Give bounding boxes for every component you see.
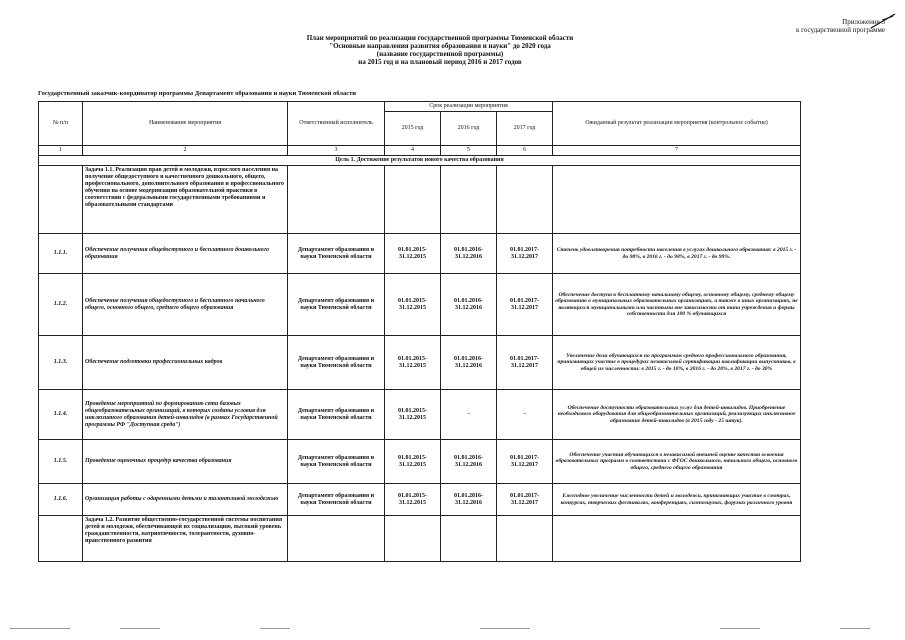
appendix-line-2: к государственной программе xyxy=(796,26,885,34)
header-name: Наименование мероприятия xyxy=(83,102,288,146)
row-2015: 01.01.2015-31.12.2015 xyxy=(385,234,441,274)
row-name: Проведение мероприятий по формированию сети базовых общеобразовательных организаций, в которых созданы условия для инклюзивного образования детей-инвалидов (в рамках Государственной программы РФ "Доступная среда") xyxy=(83,390,288,440)
events-table xyxy=(38,101,801,562)
row-2015: 01.01.2015-31.12.2015 xyxy=(385,484,441,516)
row-2015: 01.01.2015-31.12.2015 xyxy=(385,336,441,390)
row-executor: Департамент образования и науки Тюменской области xyxy=(288,336,385,390)
table-row xyxy=(39,234,801,274)
row-executor: Департамент образования и науки Тюменской области xyxy=(288,440,385,484)
row-num: 1.1.5. xyxy=(39,440,83,484)
row-result: Обеспечение доступности образовательных услуг для детей-инвалидов. Приобретение необходимого оборудования для общеобразовательных организаций, реализующих инклюзивное образование детей-инвалидов (в 2015 году - 25 штук). xyxy=(553,390,801,440)
row-name: Обеспечение получения общедоступного и бесплатного дошкольного образования xyxy=(83,234,288,274)
row-2016: 01.01.2016-31.12.2016 xyxy=(441,484,497,516)
row-name: Обеспечение получения общедоступного и бесплатного начального общего, основного общего, среднего общего образования xyxy=(83,274,288,336)
row-result: Увеличение доли обучающихся по программам среднего профессионального образования, принимающих участие в процедурах независимой сертификации квалификации выпускников, в общей их численности: в 2015 г. - до 10%, в 2016 г. - до 20%, в 2017 г. - до 30% xyxy=(553,336,801,390)
row-2017: - xyxy=(497,390,553,440)
row-result: Ежегодное увеличение численности детей и молодежи, принимающих участие в смотрах, конкурсах, творческих фестивалях, конференциях, симпозиумах, форумах различного уровня xyxy=(553,484,801,516)
appendix-line-1: Приложение 3 xyxy=(842,18,885,26)
row-2016: - xyxy=(441,390,497,440)
row-executor: Департамент образования и науки Тюменской области xyxy=(288,234,385,274)
document-title xyxy=(230,34,650,66)
state-customer: Государственный заказчик-координатор программы Департамент образования и науки Тюменской области xyxy=(38,90,357,97)
col-number: 1 xyxy=(39,146,83,156)
col-number: 3 xyxy=(288,146,385,156)
header-num: № п/п xyxy=(39,102,83,146)
header-2017: 2017 год xyxy=(497,112,553,146)
goal-row: Цель 1. Достижение результатов нового качества образования xyxy=(39,156,801,166)
scan-footer-artifacts xyxy=(0,620,905,636)
row-name: Проведение оценочных процедур качества образования xyxy=(83,440,288,484)
row-name: Организация работы с одаренными детьми и талантливой молодежью xyxy=(83,484,288,516)
row-name: Обеспечение подготовки профессиональных кадров xyxy=(83,336,288,390)
table-row xyxy=(39,390,801,440)
col-number: 5 xyxy=(441,146,497,156)
row-2015: 01.01.2015-31.12.2015 xyxy=(385,440,441,484)
row-num: 1.1.6. xyxy=(39,484,83,516)
row-num: 1.1.2. xyxy=(39,274,83,336)
title-line-3: (название государственной программы) xyxy=(376,50,504,58)
row-2015: 01.01.2015-31.12.2015 xyxy=(385,274,441,336)
row-2017: 01.01.2017-31.12.2017 xyxy=(497,234,553,274)
task-2-text: Задача 1.2. Развитие общественно-государственной системы воспитания детей и молодежи, обеспечивающей их социализацию, высокий уровень гражданственности, патриотичности, толерантности, духовно-нравственного развития xyxy=(83,516,288,562)
table-row xyxy=(39,484,801,516)
row-2016: 01.01.2016-31.12.2016 xyxy=(441,274,497,336)
row-num: 1.1.4. xyxy=(39,390,83,440)
row-result: Обеспечение участия обучающихся в независимой внешней оценке качества освоения образовательных программ в соответствии с ФГОС дошкольного, начального общего, основного общего, среднего общего образования xyxy=(553,440,801,484)
title-line-1: План мероприятий по реализации государственной программы Тюменской области xyxy=(306,34,574,42)
row-result: Обеспечение доступа к бесплатному начальному общему, основному общему, среднему общему образованию в муниципальных образовательных организациях, а также в иных организациях, не являющихся муниципальными или частными вне зависимости от типа учреждения и формы собственности для 100 % обучающихся xyxy=(553,274,801,336)
title-line-4: на 2015 год и на плановый период 2016 и 2017 годов xyxy=(358,58,522,66)
col-number: 4 xyxy=(385,146,441,156)
header-2016: 2016 год xyxy=(441,112,497,146)
row-result: Степень удовлетворения потребности населения в услугах дошкольного образования: в 2015 г. - до 98%, в 2016 г. - до 98%, в 2017 г. - до 99%. xyxy=(553,234,801,274)
header-result: Ожидаемый результат реализации мероприятия (контрольное событие) xyxy=(553,102,801,146)
row-2017: 01.01.2017-31.12.2017 xyxy=(497,484,553,516)
row-executor: Департамент образования и науки Тюменской области xyxy=(288,484,385,516)
row-2016: 01.01.2016-31.12.2016 xyxy=(441,336,497,390)
row-executor: Департамент образования и науки Тюменской области xyxy=(288,274,385,336)
table-row xyxy=(39,274,801,336)
table-row xyxy=(39,336,801,390)
table-row xyxy=(39,440,801,484)
row-2017: 01.01.2017-31.12.2017 xyxy=(497,336,553,390)
col-number: 2 xyxy=(83,146,288,156)
col-number: 7 xyxy=(553,146,801,156)
task-1-text: Задача 1.1. Реализация прав детей и молодежи, взрослого населения на получение общедоступного и качественного дошкольного, общего, профессионального, дополнительного образования и профессионального обучения на основе модернизации образовательной практики в соответствии с федеральными государственными требованиями и образовательными стандартами xyxy=(83,166,288,234)
row-executor: Департамент образования и науки Тюменской области xyxy=(288,390,385,440)
row-2017: 01.01.2017-31.12.2017 xyxy=(497,274,553,336)
column-numbers-row xyxy=(39,146,801,156)
header-executor: Ответственный исполнитель xyxy=(288,102,385,146)
col-number: 6 xyxy=(497,146,553,156)
row-2015: 01.01.2015-31.12.2015 xyxy=(385,390,441,440)
title-line-2: "Основные направления развития образования и науки" до 2020 года xyxy=(329,42,551,50)
header-2015: 2015 год xyxy=(385,112,441,146)
task-row xyxy=(39,516,801,562)
row-num: 1.1.1. xyxy=(39,234,83,274)
row-2017: 01.01.2017-31.12.2017 xyxy=(497,440,553,484)
task-row xyxy=(39,166,801,234)
row-2016: 01.01.2016-31.12.2016 xyxy=(441,234,497,274)
row-2016: 01.01.2016-31.12.2016 xyxy=(441,440,497,484)
header-period: Срок реализации мероприятия xyxy=(385,102,553,112)
row-num: 1.1.3. xyxy=(39,336,83,390)
appendix-note xyxy=(735,18,885,34)
handwritten-mark-icon xyxy=(869,10,897,30)
